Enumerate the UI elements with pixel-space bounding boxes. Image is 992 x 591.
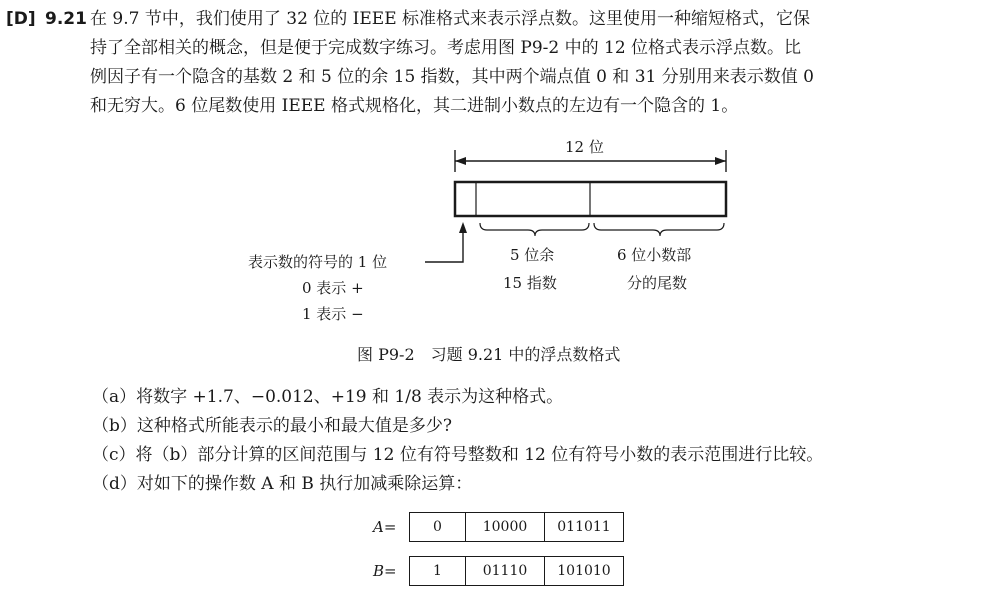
problem-line-1: 在 9.7 节中，我们使用了 32 位的 IEEE 标准格式来表示浮点数。这里使用一种缩短格式，它保 <box>90 9 811 29</box>
arrowhead-right <box>715 157 726 165</box>
operand-a-exponent: 10000 <box>465 512 545 542</box>
operand-a-name: A= <box>373 518 397 536</box>
question-d: （d）对如下的操作数 A 和 B 执行加减乘除运算： <box>92 474 473 494</box>
problem-tag: [D] <box>6 9 36 29</box>
exponent-brace <box>480 223 589 236</box>
operand-a-mantissa: 011011 <box>544 512 624 542</box>
operand-b-sign: 1 <box>409 556 466 586</box>
exponent-label-line-2: 15 指数 <box>503 274 557 292</box>
exponent-label-line-1: 5 位余 <box>510 246 555 264</box>
sign-arrowhead <box>459 222 467 233</box>
sign-bit-label: 表示数的符号的 1 位 <box>248 253 388 271</box>
problem-line-4: 和无穷大。6 位尾数使用 IEEE 格式规格化，其二进制小数点的左边有一个隐含的 1。 <box>90 96 739 116</box>
mantissa-label-line-2: 分的尾数 <box>627 274 688 292</box>
operand-b-exponent: 01110 <box>465 556 545 586</box>
problem-line-3: 例因子有一个隐含的基数 2 和 5 位的余 15 指数，其中两个端点值 0 和 31 分别用来表示数值 0 <box>90 67 814 87</box>
bit-width-label: 12 位 <box>565 138 604 156</box>
sign-arrow-line <box>425 232 463 262</box>
problem-number: 9.21 <box>45 9 87 29</box>
mantissa-label-line-1: 6 位小数部 <box>617 246 692 264</box>
problem-line-2: 持了全部相关的概念，但是便于完成数字练习。考虑用图 P9-2 中的 12 位格式表示浮点数。比 <box>90 38 802 58</box>
question-c: （c）将（b）部分计算的区间范围与 12 位有符号整数和 12 位有符号小数的表示范围进行比较。 <box>92 445 824 465</box>
operand-a-sign: 0 <box>409 512 466 542</box>
sign-minus-label: 1 表示 − <box>302 305 364 323</box>
figure-caption: 图 P9-2 习题 9.21 中的浮点数格式 <box>357 345 621 364</box>
arrowhead-left <box>455 157 466 165</box>
question-b: （b）这种格式所能表示的最小和最大值是多少? <box>92 416 452 436</box>
question-a: （a）将数字 +1.7、−0.012、+19 和 1/8 表示为这种格式。 <box>92 387 564 407</box>
operand-b-name: B= <box>373 562 397 580</box>
operand-b-mantissa: 101010 <box>544 556 624 586</box>
sign-plus-label: 0 表示 + <box>302 279 364 297</box>
mantissa-brace <box>594 223 724 236</box>
